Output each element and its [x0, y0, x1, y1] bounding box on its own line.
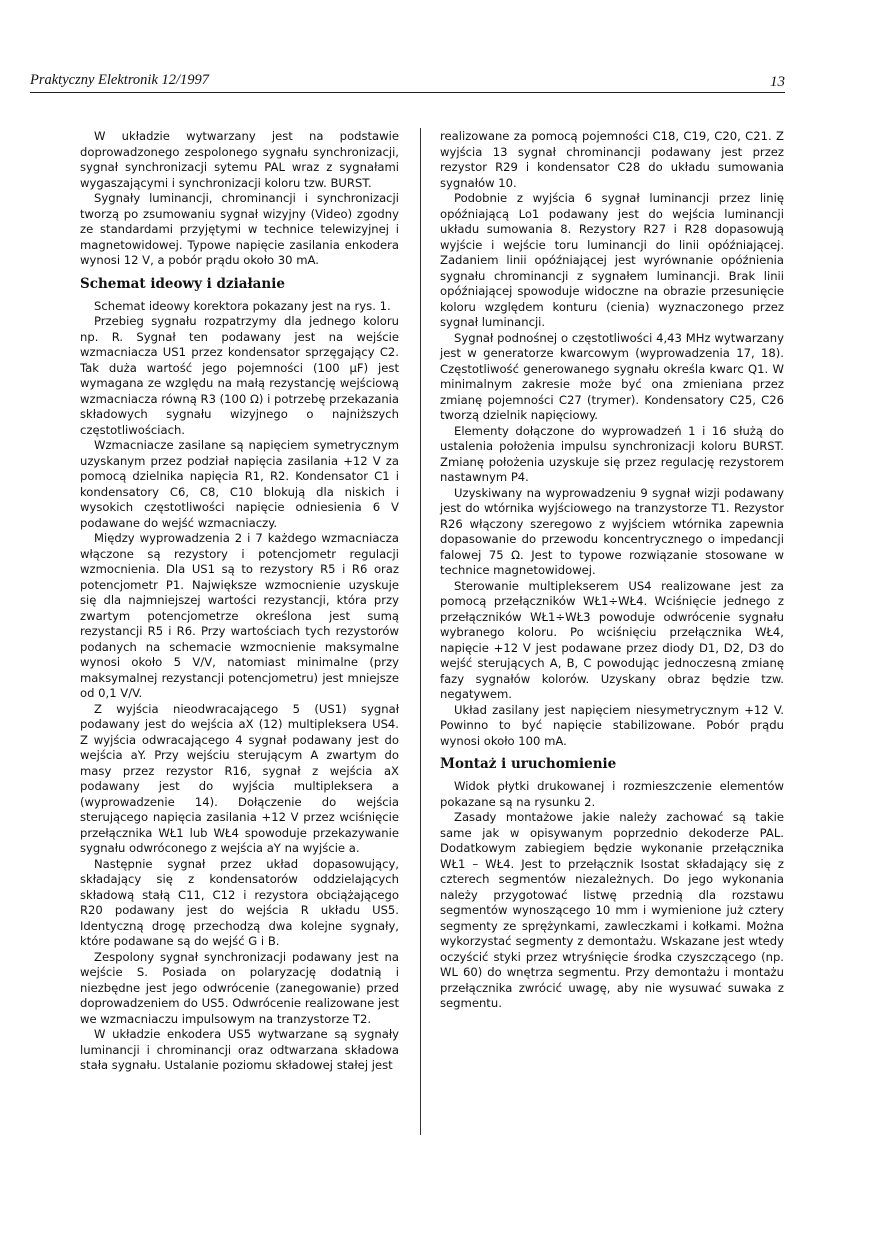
- paragraph: W układzie wytwarzany jest na podstawie doprowadzonego zespolonego sygnału synchronizacji, sygnał synchronizacji sytemu PAL wraz z sygnałami wygaszającymi i synchronizacji koloru tzw. BURST.: [80, 129, 399, 190]
- paragraph: Sygnały luminancji, chrominancji i synchronizacji tworzą po zsumowaniu sygnał wizyjny (Video) zgodny ze standardami przyjętymi w technice telewizyjnej i magnetowidowej. Typowe napięcie zasilania enkodera wynosi 12 V, a pobór prądu około 30 mA.: [80, 191, 399, 267]
- running-header: [30, 70, 785, 93]
- paragraph: Z wyjścia nieodwracającego 5 (US1) sygnał podawany jest do wejścia aX (12) multipleksera US4. Z wyjścia odwracającego 4 sygnał podawany jest do wejścia aY. Przy wejściu sterującym A zwartym do masy przez rezystor R16, sygnał z wejścia aX podawany jest do wyjścia multipleksera a (wyprowadzenie 14). Dołączenie do wejścia sterującego napięcia zasilania +12 V przez wciśnięcie przełącznika WŁ1 lub WŁ4 spowoduje przekazywanie sygnału odwróconego z wejścia aY na wyjście a.: [80, 701, 399, 855]
- paragraph: Elementy dołączone do wyprowadzeń 1 i 16 służą do ustalenia położenia impulsu synchronizacji koloru BURST. Zmianę położenia uzyskuje się przez regulację rezystorem nastawnym P4.: [440, 423, 784, 484]
- paragraph: Następnie sygnał przez układ dopasowujący, składający się z kondensatorów oddzielających składową stałą C11, C12 i rezystora obciążającego R20 podawany jest do wejścia R układu US5. Identyczną drogę przechodzą dwa kolejne sygnały, które podawane są do wejść G i B.: [80, 856, 399, 948]
- paragraph: Zespolony sygnał synchronizacji podawany jest na wejście S. Posiada on polaryzację dodatnią i niezbędne jest jego odwrócenie (zanegowanie) przed doprowadzeniem do US5. Odwrócenie realizowane jest we wzmacniaczu impulsowym na tranzystorze T2.: [80, 949, 399, 1026]
- journal-title: Praktyczny Elektronik 12/1997: [30, 72, 210, 88]
- section-heading: Montaż i uruchomienie: [440, 756, 617, 772]
- column-divider: [420, 128, 421, 1135]
- paragraph: W układzie enkodera US5 wytwarzane są sygnały luminancji i chrominancji oraz odtwarzana składowa stała sygnału. Ustalanie poziomu składowej stałej jest: [80, 1027, 399, 1072]
- paragraph: Między wyprowadzenia 2 i 7 każdego wzmacniacza włączone są rezystory i potencjometr regulacji wzmocnienia. Dla US1 są to rezystory R5 i R6 oraz potencjometr P1. Największe wzmocnienie uzyskuje się dla najmniejszej wartości rezystancji, która przy zwartym potencjometrze określona jest sumą rezystancji R5 i R6. Przy wartościach tych rezystorów podanych na schemacie wzmocnienie maksymalne wynosi około 5 V/V, natomiast minimalne (przy maksymalnej rezystancji potencjometru) jest mniejsze od 0,1 V/V.: [80, 531, 399, 700]
- paragraph: realizowane za pomocą pojemności C18, C19, C20, C21. Z wyjścia 13 sygnał chrominancji podawany jest przez rezystor R29 i kondensator C28 do układu sumowania sygnałów 10.: [440, 129, 784, 190]
- left-column: [80, 129, 399, 1074]
- page-number: 13: [770, 74, 785, 90]
- paragraph: Przebieg sygnału rozpatrzymy dla jednego koloru np. R. Sygnał ten podawany jest na wejście wzmacniacza US1 przez kondensator sprzęgający C2. Tak duża wartość jego pojemności (100 µF) jest wymagana ze względu na małą rezystancję wejściową wzmacniacza równą R3 (100 Ω) i potrzebę przekazania składowych sygnału wizyjnego o najniższych częstotliwościach.: [80, 314, 399, 437]
- paragraph: Sygnał podnośnej o częstotliwości 4,43 MHz wytwarzany jest w generatorze kwarcowym (wyprowadzenia 17, 18). Częstotliwość generowanego sygnału określa kwarc Q1. W minimalnym zakresie może być ona zmieniana przez zmianę pojemności C27 (trymer). Kondensatory C25, C26 tworzą dzielnik napięciowy.: [440, 330, 784, 422]
- paragraph: Wzmacniacze zasilane są napięciem symetrycznym uzyskanym przez podział napięcia zasilania +12 V za pomocą dzielnika napięcia R1, R2. Kondensator C1 i kondensatory C6, C8, C10 blokują dla niskich i wysokich częstotliwości napięcie odniesienia 6 V podawane do wejść wzmacniaczy.: [80, 438, 399, 530]
- paragraph: Uzyskiwany na wyprowadzeniu 9 sygnał wizji podawany jest do wtórnika wyjściowego na tranzystorze T1. Rezystor R26 włączony szeregowo z wyjściem wtórnika zapewnia dopasowanie do przewodu koncentrycznego o impedancji falowej 75 Ω. Jest to typowe rozwiązanie stosowane w technice magnetowidowej.: [440, 485, 784, 577]
- paragraph: Podobnie z wyjścia 6 sygnał luminancji przez linię opóźniającą Lo1 podawany jest do wejścia luminancji układu sumowania 8. Rezystory R27 i R28 dopasowują wyjście i wejście toru luminancji do linii opóźniającej. Zadaniem linii opóźniającej jest wyrównanie opóźnienia sygnału chrominancji z sygnałem luminancji. Brak linii opóźniającej spowoduje widoczne na obrazie przesunięcie koloru względem konturu (cienia) wyznaczonego przez sygnał luminancji.: [440, 191, 784, 329]
- paragraph: Sterowanie multiplekserem US4 realizowane jest za pomocą przełączników WŁ1÷WŁ4. Wciśnięcie jednego z przełączników WŁ1÷WŁ3 powoduje odwrócenie sygnału wybranego koloru. Po wciśnięciu przełącznika WŁ4, napięcie +12 V jest podawane przez diody D1, D2, D3 do wejść sterujących A, B, C powodując jednoczesną zmianę fazy sygnałów kolorów. Uzyskany obraz będzie tzw. negatywem.: [440, 578, 784, 701]
- paragraph: Układ zasilany jest napięciem niesymetrycznym +12 V. Powinno to być napięcie stabilizowane. Pobór prądu wynosi około 100 mA.: [440, 702, 784, 748]
- paragraph: Widok płytki drukowanej i rozmieszczenie elementów pokazane są na rysunku 2.: [440, 779, 784, 809]
- paragraph: Zasady montażowe jakie należy zachować są takie same jak w opisywanym poprzednio dekoderze PAL. Dodatkowym zabiegiem będzie wykonanie przełącznika WŁ1 – WŁ4. Jest to przełącznik Isostat składający się z czterech segmentów niezależnych. Do jego wykonania należy przygotować listwę przednią dla rozstawu segmentów wynoszącego 10 mm i wymienione już cztery segmenty ze sprężynkami, zawleczkami i kołkami. Można wykorzystać segmenty z demontażu. Wskazane jest wtedy oczyścić styki przez wtryśnięcie środka czyszczącego (np. WL 60) do wnętrza segmentu. Przy demontażu i montażu przełącznika zwrócić uwagę, aby nie wysuwać suwaka z segmentu.: [440, 810, 784, 1010]
- paragraph: Schemat ideowy korektora pokazany jest na rys. 1.: [94, 298, 391, 313]
- right-column: [440, 129, 784, 1012]
- section-heading: Schemat ideowy i działanie: [80, 275, 285, 292]
